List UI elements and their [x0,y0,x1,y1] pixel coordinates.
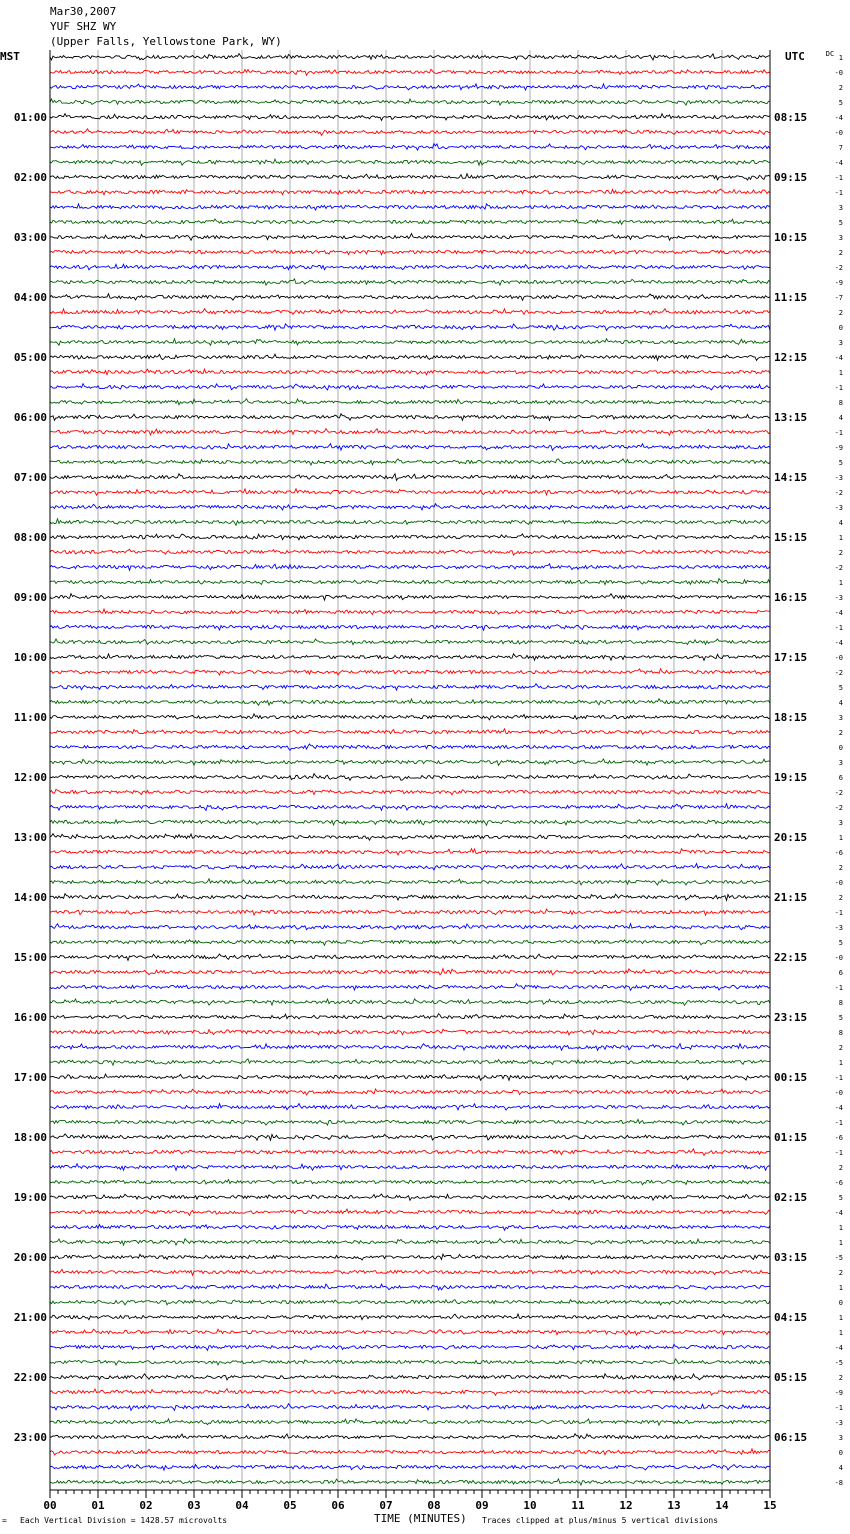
dc-offset-label: 3 [838,759,843,767]
trace-line [50,1300,770,1305]
left-hour-label: 14:00 [13,891,47,904]
trace-line [50,1449,770,1455]
left-hour-label: 08:00 [13,531,47,544]
trace-line [50,1194,770,1200]
left-hour-label: 12:00 [13,771,47,784]
trace-line [50,969,770,975]
dc-offset-label: -1 [834,984,843,992]
dc-offset-label: -3 [834,474,843,482]
dc-offset-label: 6 [838,969,843,977]
dc-offset-label: -0 [834,654,843,662]
dc-offset-label: -9 [834,1389,843,1397]
dc-offset-label: 3 [838,819,843,827]
dc-offset-label: 2 [838,249,843,257]
dc-offset-label: -8 [834,1479,843,1487]
right-hour-label: 01:15 [774,1131,808,1144]
dc-offset-label: -4 [834,609,843,617]
left-hour-label: 21:00 [13,1311,47,1324]
x-tick-label: 10 [523,1499,537,1512]
left-hour-label: 19:00 [13,1191,47,1204]
dc-offset-label: 5 [838,99,843,107]
trace-line [50,954,770,960]
trace-line [50,279,770,285]
trace-line [50,264,770,270]
trace-line [50,1225,770,1231]
trace-line [50,759,770,765]
right-hour-label: 22:15 [774,951,808,964]
dc-offset-label: -9 [834,444,843,452]
dc-offset-label: -2 [834,789,843,797]
trace-line [50,309,770,315]
dc-header-label: DC [825,50,835,58]
right-hour-label: 23:15 [774,1011,808,1024]
left-hour-label: 18:00 [13,1131,47,1144]
trace-line [50,399,770,405]
x-axis-title: TIME (MINUTES) [374,1512,467,1525]
right-hour-label: 12:15 [774,351,808,364]
trace-line [50,459,770,465]
dc-offset-label: 8 [838,999,843,1007]
trace-line [50,519,770,526]
trace-line [50,1059,770,1065]
trace-line [50,1104,770,1111]
trace-line [50,834,770,841]
clip-note: Traces clipped at plus/minus 5 vertical divisions [482,1516,719,1525]
dc-offset-label: 0 [838,1299,843,1307]
trace-line [50,1254,770,1260]
dc-offset-label: 8 [838,399,843,407]
dc-offset-label: -6 [834,1179,843,1187]
right-hour-label: 14:15 [774,471,808,484]
trace-line [50,114,770,121]
scale-marker: = [2,1516,7,1525]
left-hour-label: 11:00 [13,711,47,724]
trace-line [50,1119,770,1125]
dc-offset-label: -1 [834,909,843,917]
dc-offset-label: 4 [838,699,843,707]
x-tick-label: 05 [283,1499,297,1512]
trace-line [50,639,770,645]
left-hour-label: 06:00 [13,411,47,424]
x-tick-label: 12 [619,1499,633,1512]
right-hour-label: 02:15 [774,1191,808,1204]
left-hour-label: 23:00 [13,1431,47,1444]
dc-offset-label: -2 [834,564,843,572]
dc-offset-label: -1 [834,624,843,632]
trace-line [50,1149,770,1156]
dc-offset-label: -4 [834,159,843,167]
trace-line [50,549,770,555]
trace-line [50,99,770,105]
dc-offset-label: -4 [834,1209,843,1217]
trace-line [50,144,770,151]
trace-line [50,564,770,571]
trace-line [50,174,770,180]
left-hour-label: 04:00 [13,291,47,304]
dc-offset-label: 2 [838,1044,843,1052]
dc-offset-label: 5 [838,939,843,947]
trace-line [50,54,770,60]
left-hour-label: 03:00 [13,231,47,244]
dc-offset-label: 0 [838,1449,843,1457]
dc-offset-label: -3 [834,504,843,512]
trace-line [50,1029,770,1035]
trace-line [50,1464,770,1470]
trace-line [50,669,770,675]
trace-line [50,609,770,614]
x-tick-label: 14 [715,1499,729,1512]
dc-offset-label: -1 [834,1149,843,1157]
trace-line [50,894,770,901]
right-hour-label: 08:15 [774,111,808,124]
dc-offset-label: 2 [838,84,843,92]
dc-offset-label: -0 [834,879,843,887]
right-timezone-label: UTC [785,50,805,63]
trace-line [50,1134,770,1140]
trace-line [50,820,770,826]
trace-line [50,594,770,600]
dc-offset-label: 3 [838,714,843,722]
left-hour-label: 20:00 [13,1251,47,1264]
trace-line [50,429,770,436]
trace-line [50,1344,770,1350]
x-tick-label: 07 [379,1499,393,1512]
trace-line [50,789,770,795]
dc-offset-label: 2 [838,309,843,317]
trace-line [50,444,770,451]
dc-offset-label: 1 [838,1239,843,1247]
location-label: (Upper Falls, Yellowstone Park, WY) [50,35,282,48]
trace-line [50,534,770,540]
dc-offset-label: -1 [834,429,843,437]
dc-offset-label: -0 [834,129,843,137]
x-tick-label: 15 [763,1499,777,1512]
trace-line [50,1014,770,1020]
right-hour-label: 11:15 [774,291,808,304]
dc-offset-label: 1 [838,1059,843,1067]
left-hour-label: 22:00 [13,1371,47,1384]
trace-line [50,219,770,224]
dc-offset-label: -5 [834,1254,843,1262]
dc-offset-label: 2 [838,1164,843,1172]
left-hour-label: 05:00 [13,351,47,364]
date-label: Mar30,2007 [50,5,117,18]
trace-line [50,699,770,706]
dc-offset-label: 0 [838,324,843,332]
trace-line [50,1389,770,1396]
dc-offset-label: -4 [834,1344,843,1352]
dc-offset-label: 0 [838,744,843,752]
trace-line [50,1359,770,1365]
dc-offset-label: -0 [834,69,843,77]
x-tick-label: 04 [235,1499,249,1512]
right-hour-label: 03:15 [774,1251,808,1264]
trace-line [50,339,770,346]
dc-offset-label: 3 [838,1434,843,1442]
dc-offset-label: 5 [838,459,843,467]
station-label: YUF SHZ WY [50,20,117,33]
trace-line [50,1374,770,1381]
dc-offset-label: -4 [834,1104,843,1112]
dc-offset-label: 4 [838,414,843,422]
scale-note: Each Vertical Division = 1428.57 microvolts [20,1516,228,1525]
dc-offset-label: 4 [838,1464,843,1472]
dc-offset-label: -7 [834,294,843,302]
left-hour-label: 16:00 [13,1011,47,1024]
dc-offset-label: 2 [838,1269,843,1277]
trace-line [50,849,770,855]
dc-offset-label: -0 [834,954,843,962]
dc-offset-label: -2 [834,804,843,812]
left-hour-label: 02:00 [13,171,47,184]
trace-line [50,729,770,734]
trace-line [50,1329,770,1335]
dc-offset-label: 1 [838,1224,843,1232]
dc-offset-label: 3 [838,339,843,347]
trace-line [50,189,770,195]
trace-line [50,354,770,360]
right-hour-label: 17:15 [774,651,808,664]
dc-offset-label: 2 [838,1374,843,1382]
dc-offset-label: 5 [838,219,843,227]
right-hour-label: 20:15 [774,831,808,844]
right-hour-label: 16:15 [774,591,808,604]
right-hour-label: 13:15 [774,411,808,424]
dc-offset-label: -5 [834,1359,843,1367]
right-hour-label: 18:15 [774,711,808,724]
trace-line [50,204,770,210]
dc-offset-label: -2 [834,669,843,677]
dc-offset-label: 1 [838,1329,843,1337]
trace-line [50,1404,770,1411]
right-hour-label: 00:15 [774,1071,808,1084]
x-tick-label: 03 [187,1499,201,1512]
trace-line [50,1209,770,1215]
trace-line [50,924,770,930]
right-hour-label: 19:15 [774,771,808,784]
trace-line [50,684,770,690]
trace-line [50,1284,770,1290]
trace-line [50,804,770,811]
dc-offset-label: 5 [838,684,843,692]
dc-offset-label: -3 [834,924,843,932]
dc-offset-label: 2 [838,549,843,557]
x-tick-label: 01 [91,1499,105,1512]
left-timezone-label: MST [0,50,20,63]
dc-offset-label: -3 [834,1419,843,1427]
dc-offset-label: -2 [834,489,843,497]
dc-offset-label: 2 [838,729,843,737]
x-tick-label: 13 [667,1499,681,1512]
trace-line [50,234,770,241]
trace-line [50,625,770,631]
dc-offset-label: 1 [838,834,843,842]
dc-offset-label: -1 [834,189,843,197]
dc-offset-label: -1 [834,1404,843,1412]
dc-offset-label: 1 [838,54,843,62]
dc-offset-label: -0 [834,1089,843,1097]
trace-line [50,879,770,885]
left-hour-label: 09:00 [13,591,47,604]
trace-line [50,1434,770,1439]
dc-offset-label: 3 [838,234,843,242]
dc-offset-label: -1 [834,1119,843,1127]
trace-line [50,1044,770,1051]
left-hour-label: 17:00 [13,1071,47,1084]
trace-line [50,1179,770,1184]
left-hour-label: 01:00 [13,111,47,124]
left-hour-label: 13:00 [13,831,47,844]
left-hour-label: 15:00 [13,951,47,964]
dc-offset-label: -1 [834,1074,843,1082]
trace-line [50,369,770,375]
trace-line [50,504,770,510]
dc-offset-label: -2 [834,264,843,272]
dc-offset-label: 6 [838,774,843,782]
x-tick-label: 08 [427,1499,441,1512]
dc-offset-label: -4 [834,354,843,362]
trace-line [50,940,770,946]
trace-line [50,774,770,781]
trace-line [50,1314,770,1320]
trace-line [50,129,770,136]
trace-line [50,654,770,661]
trace-line [50,864,770,870]
trace-line [50,69,770,75]
dc-offset-label: -1 [834,384,843,392]
trace-line [50,1164,770,1171]
dc-offset-label: 1 [838,534,843,542]
trace-line [50,1479,770,1485]
trace-line [50,294,770,301]
trace-line [50,1269,770,1275]
dc-offset-label: -1 [834,174,843,182]
dc-offset-label: 2 [838,864,843,872]
trace-line [50,250,770,255]
trace-line [50,324,770,330]
dc-offset-label: -3 [834,594,843,602]
dc-offset-label: -4 [834,114,843,122]
right-hour-label: 05:15 [774,1371,808,1384]
dc-offset-label: -6 [834,1134,843,1142]
right-hour-label: 09:15 [774,171,808,184]
right-hour-label: 04:15 [774,1311,808,1324]
x-tick-label: 09 [475,1499,489,1512]
trace-line [50,489,770,496]
dc-offset-label: 8 [838,1029,843,1037]
right-hour-label: 21:15 [774,891,808,904]
left-hour-label: 07:00 [13,471,47,484]
dc-offset-label: 1 [838,579,843,587]
trace-line [50,1089,770,1095]
trace-line [50,159,770,165]
dc-offset-label: 5 [838,1194,843,1202]
dc-offset-label: -4 [834,639,843,647]
left-hour-label: 10:00 [13,651,47,664]
trace-line [50,84,770,90]
dc-offset-label: 4 [838,519,843,527]
trace-line [50,474,770,481]
trace-line [50,384,770,390]
trace-line [50,999,770,1005]
trace-line [50,414,770,421]
dc-offset-label: -6 [834,849,843,857]
x-tick-label: 06 [331,1499,345,1512]
trace-line [50,984,770,991]
dc-offset-label: 7 [838,144,843,152]
x-tick-label: 00 [43,1499,57,1512]
x-tick-label: 11 [571,1499,585,1512]
right-hour-label: 06:15 [774,1431,808,1444]
trace-line [50,714,770,720]
trace-line [50,909,770,915]
trace-line [50,1074,770,1080]
trace-line [50,579,770,585]
dc-offset-label: 5 [838,1014,843,1022]
dc-offset-label: 3 [838,204,843,212]
x-tick-label: 02 [139,1499,153,1512]
dc-offset-label: 1 [838,1314,843,1322]
dc-offset-label: 2 [838,894,843,902]
dc-offset-label: 1 [838,1284,843,1292]
right-hour-label: 15:15 [774,531,808,544]
right-hour-label: 10:15 [774,231,808,244]
dc-offset-label: 1 [838,369,843,377]
trace-line [50,744,770,750]
trace-line [50,1419,770,1425]
dc-offset-label: -9 [834,279,843,287]
trace-line [50,1239,770,1246]
